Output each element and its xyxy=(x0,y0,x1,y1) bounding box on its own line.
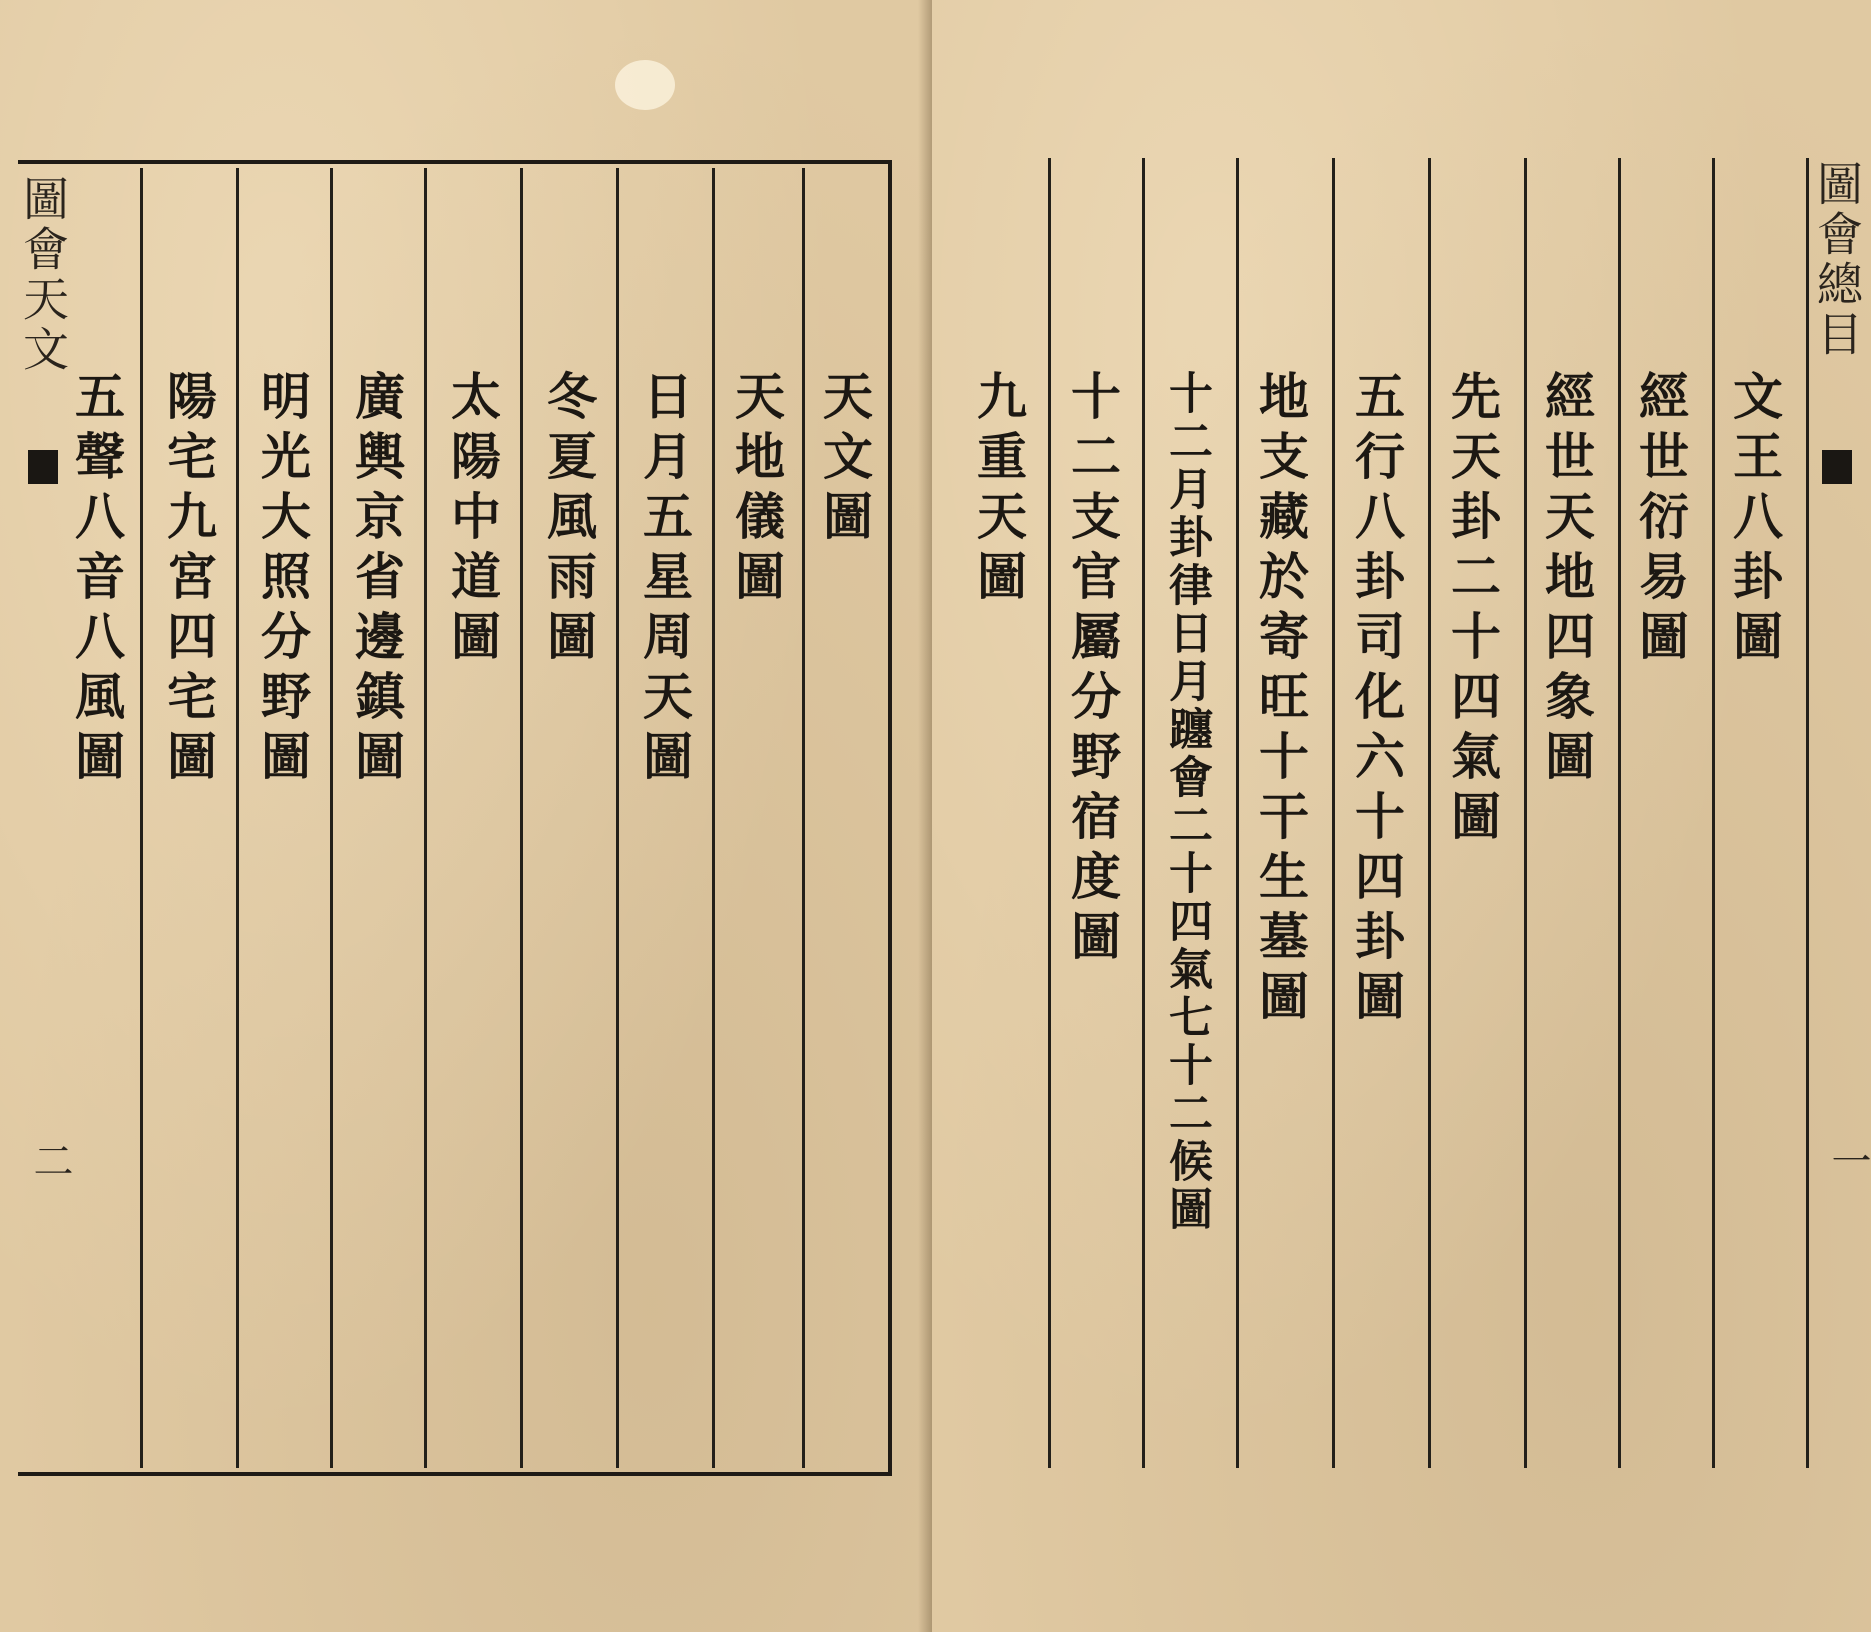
fishtail-mark xyxy=(28,450,58,484)
right-page xyxy=(932,0,1871,1632)
toc-entry: 冬夏風雨圖 xyxy=(539,370,598,670)
paper-stain xyxy=(615,60,675,110)
toc-entry: 明光大照分野圖 xyxy=(253,370,312,790)
toc-entry: 五聲八音八風圖 xyxy=(67,370,126,790)
column-rule xyxy=(1618,158,1621,1468)
right-page-number: 一 xyxy=(1825,1140,1871,1180)
toc-entry: 五行八卦司化六十四卦圖 xyxy=(1347,370,1406,1030)
right-margin-title: 圖會總目 xyxy=(1810,160,1864,360)
left-page-number: 二 xyxy=(27,1140,73,1180)
toc-entry: 先天卦二十四氣圖 xyxy=(1443,370,1502,850)
column-rule xyxy=(424,168,427,1468)
column-rule xyxy=(1142,158,1145,1468)
column-rule xyxy=(520,168,523,1468)
toc-entry: 天文圖 xyxy=(815,370,874,550)
toc-entry: 天地儀圖 xyxy=(727,370,786,610)
column-rule xyxy=(1806,158,1809,1468)
column-rule xyxy=(712,168,715,1468)
column-rule xyxy=(1048,158,1051,1468)
column-rule xyxy=(1712,158,1715,1468)
column-rule xyxy=(140,168,143,1468)
toc-entry: 陽宅九宮四宅圖 xyxy=(159,370,218,790)
toc-entry: 經世衍易圖 xyxy=(1631,370,1690,670)
toc-entry: 十二月卦律日月躔會二十四氣七十二候圖 xyxy=(1161,370,1212,1234)
toc-entry: 廣輿京省邊鎮圖 xyxy=(347,370,406,790)
column-rule xyxy=(1236,158,1239,1468)
column-rule xyxy=(616,168,619,1468)
column-rule xyxy=(330,168,333,1468)
toc-entry: 十二支官屬分野宿度圖 xyxy=(1063,370,1122,970)
toc-entry: 太陽中道圖 xyxy=(443,370,502,670)
toc-entry: 日月五星周天圖 xyxy=(635,370,694,790)
column-rule xyxy=(1428,158,1431,1468)
left-margin-title: 圖會天文 xyxy=(16,175,70,375)
left-page xyxy=(0,0,934,1632)
toc-entry: 文王八卦圖 xyxy=(1725,370,1784,670)
toc-entry: 地支藏於寄旺十干生墓圖 xyxy=(1251,370,1310,1030)
column-rule xyxy=(802,168,805,1468)
column-rule xyxy=(1524,158,1527,1468)
column-rule xyxy=(1332,158,1335,1468)
toc-entry: 經世天地四象圖 xyxy=(1537,370,1596,790)
fishtail-mark xyxy=(1822,450,1852,484)
toc-entry: 九重天圖 xyxy=(969,370,1028,610)
column-rule xyxy=(236,168,239,1468)
